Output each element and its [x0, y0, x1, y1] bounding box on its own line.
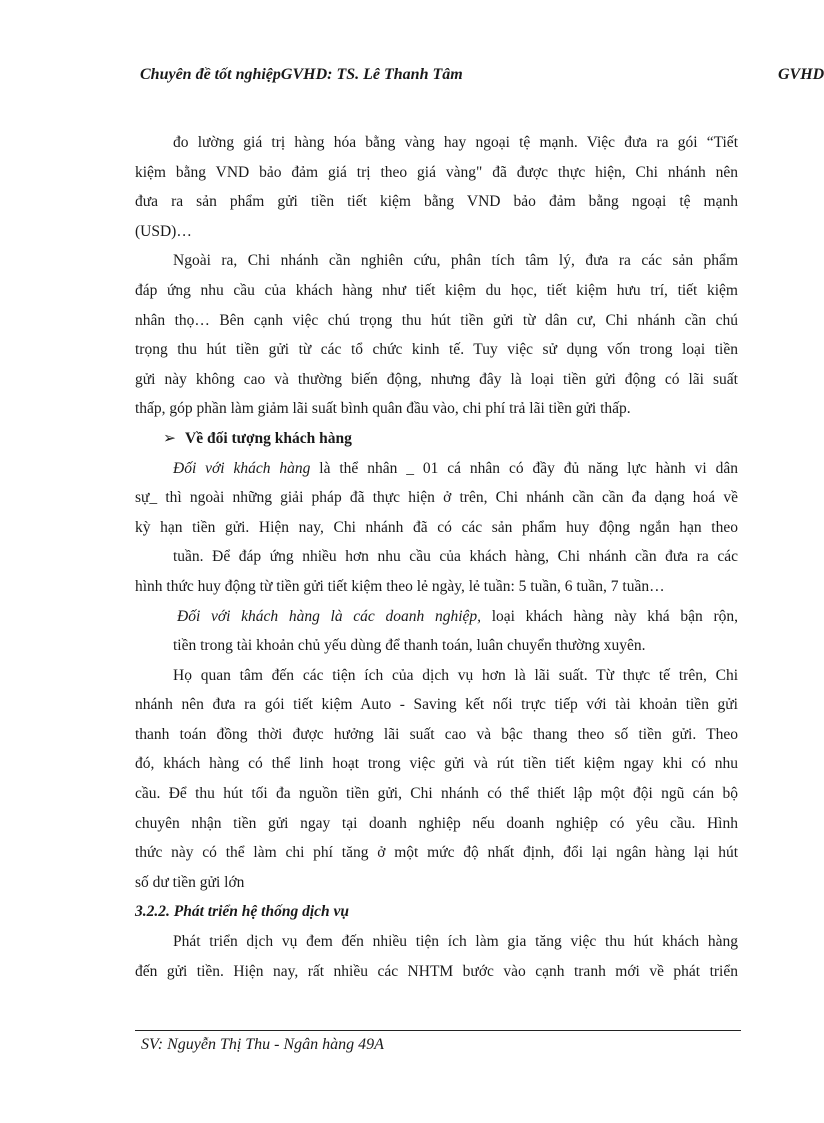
individual-line	[135, 454, 738, 484]
bullet-heading	[135, 424, 738, 454]
enterprise-line	[135, 602, 738, 632]
header-title-overflow: GVHD	[778, 66, 824, 83]
header-title: Chuyên đề tốt nghiệpGVHD: TS. Lê Thanh Tâm	[140, 66, 463, 83]
enterprise-line: tiền trong tài khoản chủ yếu dùng để thanh toán, luân chuyển thường xuyên.	[173, 637, 646, 655]
enterprise-lead: Đối với khách hàng là các doanh nghiệp,	[177, 607, 482, 625]
enterprise-line: cầu. Để thu hút tối đa nguồn tiền gửi, Chi nhánh có thể thiết lập một đội ngũ cán bộ	[135, 785, 738, 803]
enterprise-line: thức này có thể làm chi phí tăng ở một mức độ nhất định, đổi lại ngân hàng lại hút	[135, 844, 738, 862]
enterprise-line: đó, khách hàng có thể linh hoạt trong việc gửi và rút tiền tiết kiệm ngay khi có nhu	[135, 755, 738, 773]
paragraph-line: trọng thu hút tiền gửi từ các tổ chức kinh tế. Tuy việc sử dụng vốn trong loại tiền	[135, 341, 738, 359]
individual-line: tuần. Để đáp ứng nhiều hơn nhu cầu của khách hàng, Chi nhánh cần đưa ra các	[173, 548, 738, 566]
individual-line: sự_ thì ngoài những giải pháp đã thực hiện ở trên, Chi nhánh cần cần đa dạng hoá về	[135, 489, 738, 507]
enterprise-line: thanh toán đồng thời được hưởng lãi suất cao và bậc thang theo số tiền gửi. Theo	[135, 725, 738, 743]
enterprise-line: nhánh nên đưa ra gói tiết kiệm Auto - Saving kết nối trực tiếp với tài khoản tiền gửi	[135, 696, 738, 714]
footer-text: SV: Nguyễn Thị Thu - Ngân hàng 49A	[141, 1036, 384, 1053]
section-line: Phát triển dịch vụ đem đến nhiều tiện ích làm gia tăng việc thu hút khách hàng	[173, 933, 738, 951]
page-body	[135, 128, 738, 986]
bullet-heading-text: Về đối tượng khách hàng	[185, 429, 352, 447]
paragraph-line: (USD)…	[135, 222, 192, 240]
paragraph-line: đưa ra sản phẩm gửi tiền tiết kiệm bằng VND bảo đảm bằng ngoại tệ mạnh	[135, 193, 738, 211]
individual-lead: Đối với khách hàng	[173, 459, 311, 477]
individual-line: kỳ hạn tiền gửi. Hiện nay, Chi nhánh đã có các sản phẩm huy động ngắn hạn theo	[135, 518, 738, 536]
footer-divider	[135, 1030, 741, 1031]
paragraph-line: đo lường giá trị hàng hóa bằng vàng hay ngoại tệ mạnh. Việc đưa ra gói “Tiết	[173, 134, 738, 151]
individual-line: hình thức huy động từ tiền gửi tiết kiệm theo lẻ ngày, lẻ tuần: 5 tuần, 6 tuần, 7 tuần…	[135, 577, 665, 595]
paragraph-line: nhân thọ… Bên cạnh việc chú trọng thu hút tiền gửi từ dân cư, Chi nhánh cần chú	[135, 311, 738, 329]
enterprise-line: chuyên nhận tiền gửi ngay tại doanh nghiệp nếu doanh nghiệp có yêu cầu. Hình	[135, 814, 738, 832]
individual-line1-rest: là thể nhân _ 01 cá nhân có đầy đủ năng lực hành vi dân	[310, 459, 738, 477]
paragraph-line: Ngoài ra, Chi nhánh cần nghiên cứu, phân tích tâm lý, đưa ra các sản phẩm	[173, 252, 738, 270]
paragraph-line: gửi này không cao và thường biến động, nhưng đây là loại tiền gửi động có lãi suất	[135, 370, 738, 388]
enterprise-line: số dư tiền gửi lớn	[135, 873, 245, 891]
paragraph-line: thấp, góp phần làm giảm lãi suất bình quân đầu vào, chi phí trả lãi tiền gửi thấp.	[135, 400, 631, 418]
arrow-bullet-icon: ➢	[163, 429, 176, 447]
paragraph-line: kiệm bằng VND bảo đảm giá trị theo giá vàng" đã được thực hiện, Chi nhánh nên	[135, 163, 738, 181]
section-heading: 3.2.2. Phát triển hệ thống dịch vụ	[135, 903, 350, 921]
enterprise-line1-rest: loại khách hàng này khá bận rộn,	[481, 607, 738, 625]
section-line: đến gửi tiền. Hiện nay, rất nhiều các NHTM bước vào cạnh tranh mới về phát triển	[135, 962, 738, 980]
enterprise-line: Họ quan tâm đến các tiện ích của dịch vụ hơn là lãi suất. Từ thực tế trên, Chi	[173, 666, 738, 684]
paragraph-line: đáp ứng nhu cầu của khách hàng như tiết kiệm du học, tiết kiệm hưu trí, tiết kiệm	[135, 281, 738, 299]
